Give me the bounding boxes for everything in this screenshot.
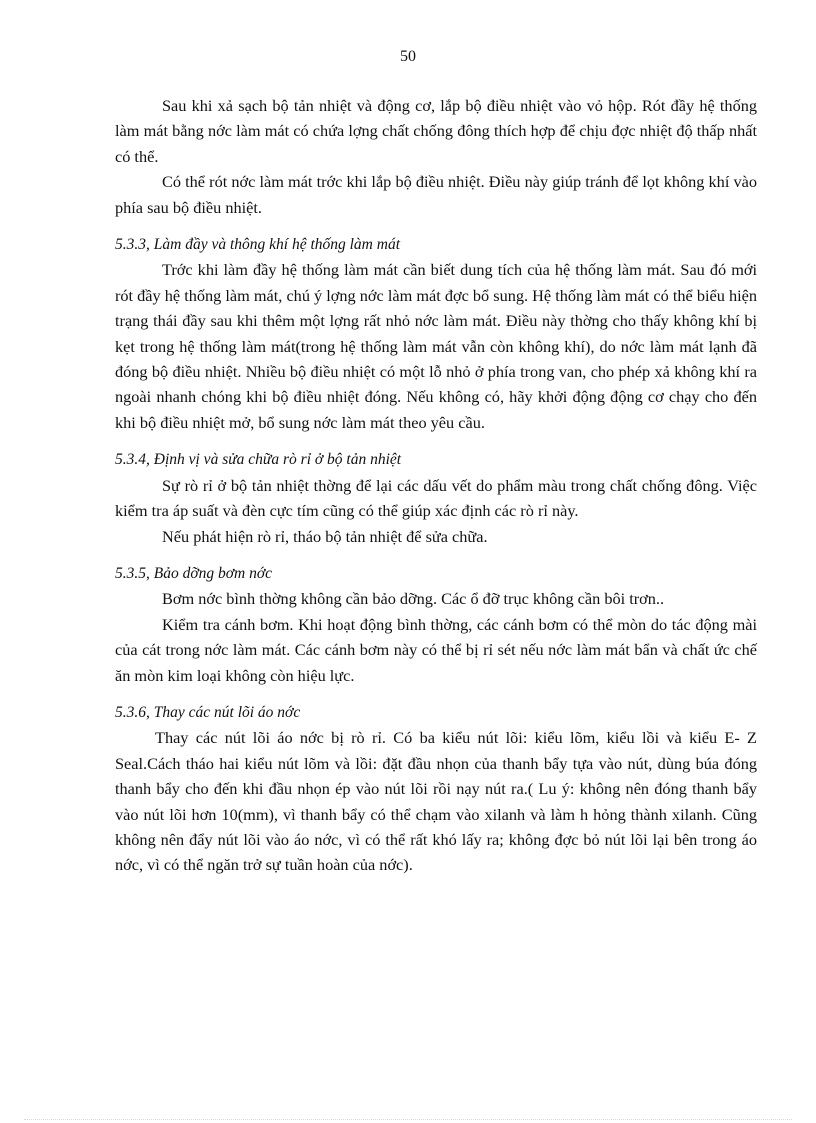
paragraph: Sau khi xả sạch bộ tản nhiệt và động cơ, lắp bộ điều nhiệt vào vỏ hộp. Rót đầy hệ thống làm mát bằng nớc làm mát có chứa lợng chất chống đông thích hợp để chịu đợc nhiệt độ thấp nhất có thể. (115, 96, 757, 166)
section-heading-5-3-4: 5.3.4, Định vị và sửa chữa rò rỉ ở bộ tản nhiệt (115, 451, 402, 469)
paragraph: Trớc khi làm đầy hệ thống làm mát cần biết dung tích của hệ thống làm mát. Sau đó mới rót đầy hệ thống làm mát, chú ý lợng nớc làm mát đợc bổ sung. Hệ thống làm mát có thể biểu hiện trạng thái đầy sau khi thêm một lợng rất nhỏ nớc làm mát. Điều này thờng cho thấy không khí bị kẹt trong hệ thống làm mát(trong hệ thống làm mát vẫn còn không khí), do nớc làm mát lạnh đã đóng bộ điều nhiệt. Nhiều bộ điều nhiệt có một lỗ nhỏ ở phía trong van, cho phép xả không khí ra ngoài nhanh chóng khi bộ điều nhiệt đóng. Nếu không có, hãy khởi động động cơ chạy cho đến khi bộ điều nhiệt mở, bổ sung nớc làm mát theo yêu cầu. (115, 260, 757, 432)
section-heading-5-3-5: 5.3.5, Bảo dỡng bơm nớc (115, 564, 272, 582)
section-heading-5-3-3: 5.3.3, Làm đầy và thông khí hệ thống làm mát (115, 236, 401, 254)
paragraph: Có thể rót nớc làm mát trớc khi lắp bộ điều nhiệt. Điều này giúp tránh để lọt không khí vào phía sau bộ điều nhiệt. (115, 172, 757, 217)
paragraph: Nếu phát hiện rò rỉ, tháo bộ tản nhiệt để sửa chữa. (162, 526, 488, 546)
document-body (115, 93, 757, 878)
paragraph: Sự rò rỉ ở bộ tản nhiệt thờng để lại các dấu vết do phẩm màu trong chất chống đông. Việc kiểm tra áp suất và đèn cực tím cũng có thể giúp xác định các rò rỉ này. (115, 475, 757, 521)
paragraph: Kiểm tra cánh bơm. Khi hoạt động bình thờng, các cánh bơm có thể mòn do tác động mài của cát trong nớc làm mát. Các cánh bơm này có thể bị rỉ sét nếu nớc làm mát bẩn và chất ức chế ăn mòn kim loại không còn hiệu lực. (115, 614, 757, 685)
paragraph: Bơm nớc bình thờng không cần bảo dỡng. Các ổ đỡ trục không cần bôi trơn.. (162, 589, 665, 609)
page-bottom-divider (24, 1119, 792, 1120)
section-heading-5-3-6: 5.3.6, Thay các nút lõi áo nớc (115, 703, 301, 721)
paragraph: Thay các nút lõi áo nớc bị rò rỉ. Có ba kiểu nút lõi: kiểu lõm, kiểu lồi và kiểu E- Z Seal.Cách tháo hai kiểu nút lõm và lồi: đặt đầu nhọn của thanh bẩy tựa vào nút, dùng búa đóng thanh bẩy cho đến khi đầu nhọn ép vào nút lõi rồi nạy nút ra.( Lu ý: không nên đóng thanh bẩy vào nút lõi hơn 10(mm), vì thanh bẩy có thể chạm vào xilanh và làm h hỏng thành xilanh. Cũng không nên đẩy nút lõi vào áo nớc, vì có thể rất khó lấy ra; không đợc bỏ nút lõi lại bên trong áo nớc, vì có thể ngăn trở sự tuần hoàn của nớc). (115, 728, 757, 875)
page-number: 50 (400, 48, 416, 65)
